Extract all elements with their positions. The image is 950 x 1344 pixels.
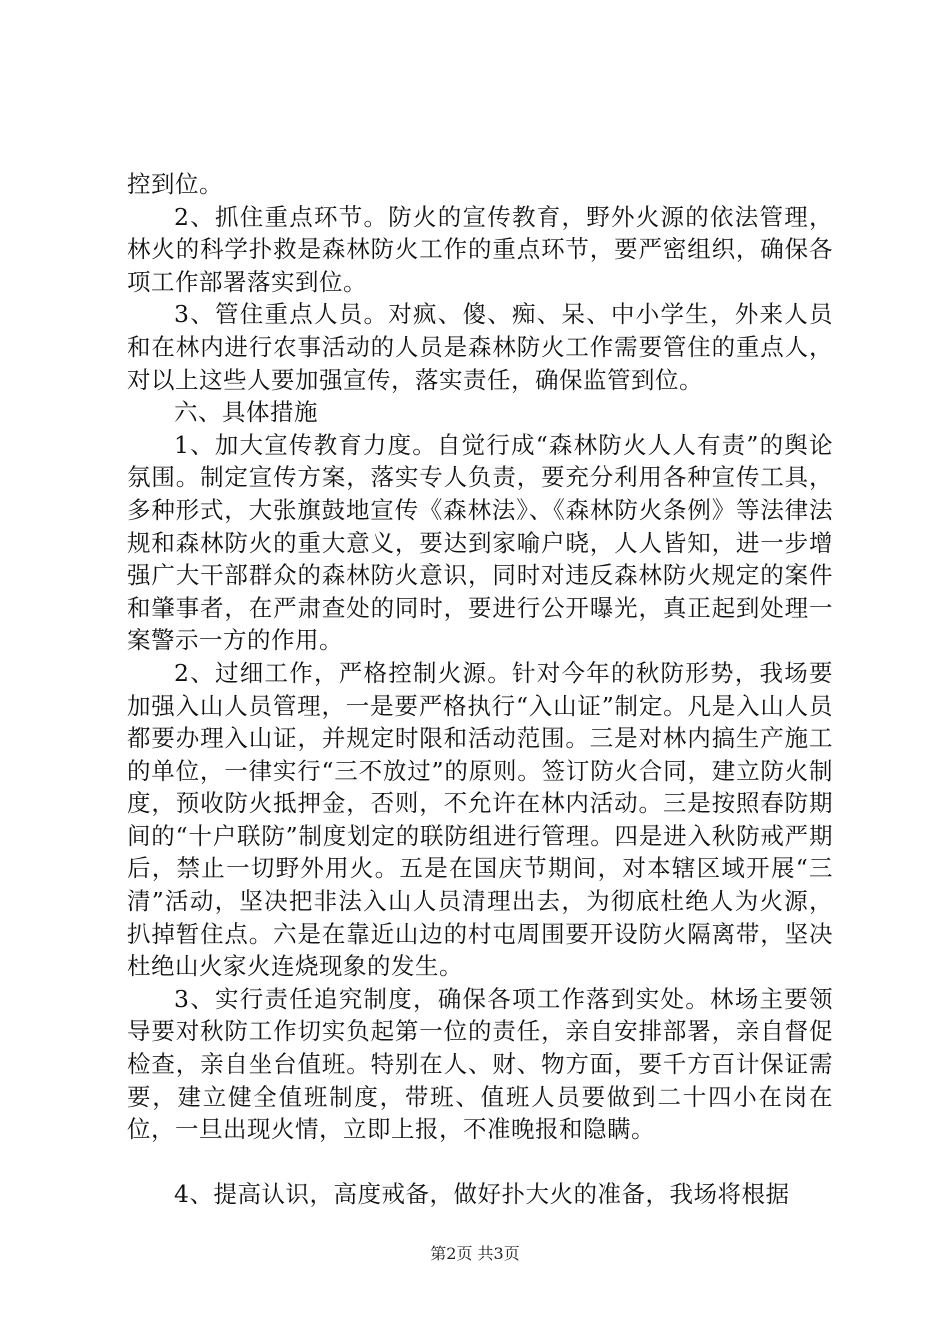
paragraph-publicity: 1、加大宣传教育力度。自觉行成“森林防火人人有责”的舆论氛围。制定宣传方案，落实专人负责，要充分利用各种宣传工具，多种形式，大张旗鼓地宣传《森林法》、《森林防火条例》等法律法规和森林防火的重大意义，要达到家喻户晓，人人皆知，进一步增强广大干部群众的森林防火意识，同时对违反森林防火规定的案件和肇事者，在严肃查处的同时，要进行公开曝光，真正起到处理一案警示一方的作用。	[127, 430, 833, 655]
section-heading-measures: 六、具体措施	[174, 398, 318, 427]
paragraph-key-links: 2、抓住重点环节。防火的宣传教育，野外火源的依法管理，林火的科学扑救是森林防火工作的重点环节，要严密组织，确保各项工作部署落实到位。	[127, 202, 833, 296]
paragraph-fire-source-control: 2、过细工作，严格控制火源。针对今年的秋防形势，我场要加强入山人员管理，一是要严格执行“入山证”制定。凡是入山人员都要办理入山证，并规定时限和活动范围。三是对林内搞生产施工的单位，一律实行“三不放过”的原则。签订防火合同，建立防火制度，预收防火抵押金，否则，不允许在林内活动。三是按照春防期间的“十户联防”制度划定的联防组进行管理。四是进入秋防戒严期后，禁止一切野外用火。五是在国庆节期间，对本辖区域开展“三清”活动，坚决把非法入山人员清理出去，为彻底杜绝人为火源，扒掉暂住点。六是在靠近山边的村屯周围要开设防火隔离带，坚决杜绝山火家火连烧现象的发生。	[127, 658, 833, 981]
paragraph-gap	[127, 1146, 833, 1178]
paragraph-key-personnel: 3、管住重点人员。对疯、傻、痴、呆、中小学生，外来人员和在林内进行农事活动的人员是森林防火工作需要管住的重点人，对以上这些人要加强宣传，落实责任，确保监管到位。	[127, 300, 833, 394]
document-body	[127, 168, 833, 1210]
page-number-footer: 第2页 共3页	[430, 1244, 520, 1263]
paragraph-preparation: 4、提高认识，高度戒备，做好扑大火的准备，我场将根据	[174, 1179, 790, 1208]
paragraph-continuation: 控到位。	[127, 170, 223, 198]
paragraph-accountability: 3、实行责任追究制度，确保各项工作落到实处。林场主要领导要对秋防工作切实负起第一位的责任，亲自安排部署，亲自督促检查，亲自坐台值班。特别在人、财、物方面，要千方百计保证需要，建立健全值班制度，带班、值班人员要做到二十四小在岗在位，一旦出现火情，立即上报，不准晚报和隐瞒。	[127, 984, 833, 1144]
